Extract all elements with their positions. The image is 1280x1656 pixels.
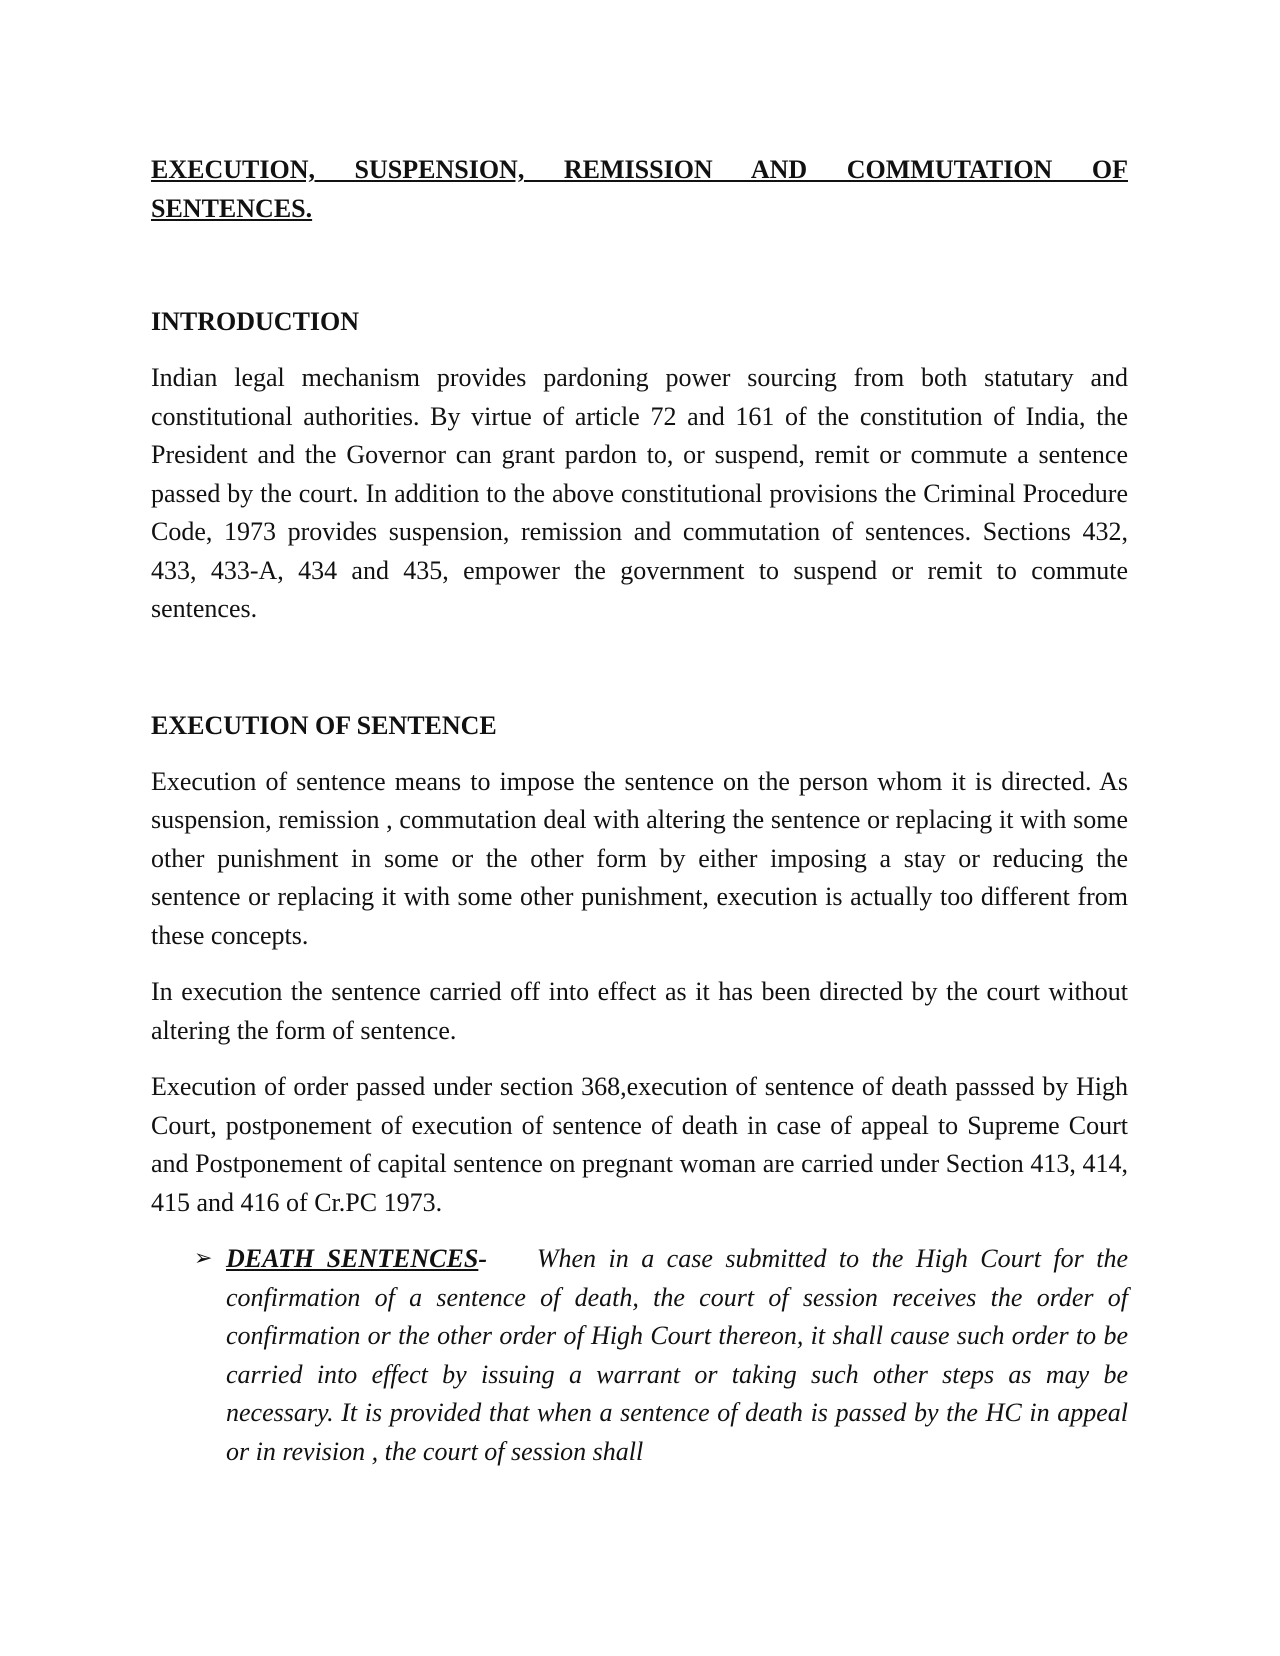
document-title: EXECUTION, SUSPENSION, REMISSION AND COMMUTATION OF SENTENCES. bbox=[151, 155, 1128, 223]
arrowhead-bullet-icon: ➢ bbox=[194, 1246, 213, 1271]
execution-bullet-list bbox=[151, 1240, 1128, 1471]
introduction-heading: INTRODUCTION bbox=[151, 307, 360, 336]
bullet-text: When in a case submitted to the High Court for the confirmation of a sentence of death, the court of session receives the order of confirmation or the other order of High Court thereon, it shall cause such order to be carried into effect by issuing a warrant or taking such other steps as may be necessary. It is provided that when a sentence of death is passed by the HC in appeal or in revision , the court of session shall bbox=[226, 1244, 1128, 1466]
execution-heading: EXECUTION OF SENTENCE bbox=[151, 710, 497, 740]
execution-paragraph-3: Execution of order passed under section 368,execution of sentence of death passsed by High Court, postponement of execution of sentence of death in case of appeal to Supreme Court and Postponement of capital sentence on pregnant woman are carried under Section 413, 414, 415 and 416 of Cr.PC 1973. bbox=[151, 1072, 1128, 1217]
execution-paragraph-1: Execution of sentence means to impose the sentence on the person whom it is directed. As suspension, remission , commutation deal with altering the sentence or replacing it with some other punishment in some or the other form by either imposing a stay or reducing the sentence or replacing it with some other punishment, execution is actually too different from these concepts. bbox=[151, 766, 1128, 950]
bullet-term: DEATH SENTENCES bbox=[226, 1244, 479, 1273]
document-page bbox=[151, 150, 1128, 1471]
bullet-item-death-sentences bbox=[194, 1240, 1128, 1471]
execution-paragraph-2: In execution the sentence carried off into effect as it has been directed by the court without altering the form of sentence. bbox=[151, 977, 1128, 1045]
bullet-dash: - bbox=[478, 1244, 487, 1273]
introduction-paragraph: Indian legal mechanism provides pardoning power sourcing from both statutary and constitutional authorities. By virtue of article 72 and 161 of the constitution of India, the President and the Governor can grant pardon to, or suspend, remit or commute a sentence passed by the court. In addition to the above constitutional provisions the Criminal Procedure Code, 1973 provides suspension, remission and commutation of sentences. Sections 432, 433, 433-A, 434 and 435, empower the government to suspend or remit to commute sentences. bbox=[151, 363, 1128, 623]
